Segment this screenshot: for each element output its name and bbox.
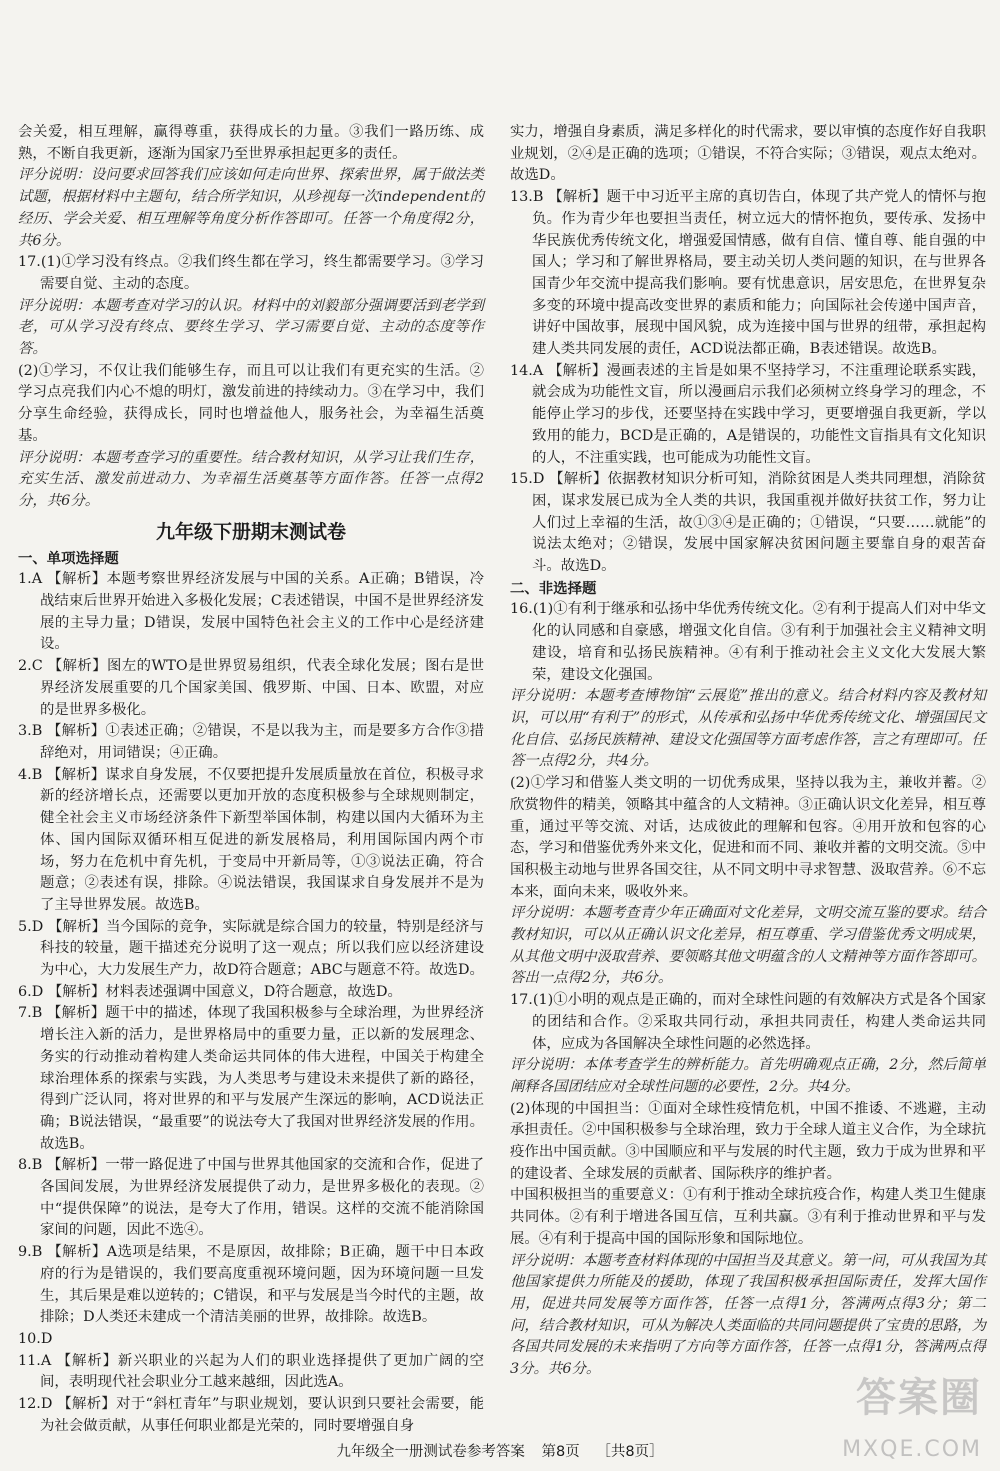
answer-item: 5.D 【解析】当今国际的竞争，实际就是综合国力的较量，特别是经济与科技的较量，题干描述充分说明了这一观点；所以我们应以经济建设为中心，大力发展生产力，故D符合题意；ABC与题意不符。故选D。 (18, 918, 484, 979)
watermark-site: MXQE.COM (842, 1437, 982, 1462)
answer-item: 8.B 【解析】一带一路促进了中国与世界其他国家的交流和合作，促进了各国间发展，为世界经济发展提供了动力，是世界多极化的表现。②中“提供保障”的说法，是夸大了作用，错误。这样的交流不能消除国家间的问题，因此不选④。 (18, 1157, 484, 1239)
answer-17-3: 中国积极担当的重要意义：①有利于推动全球抗疫合作，构建人类卫生健康共同体。②有利于增进各国互信，互利共赢。③有利于推动世界和平与发展。④有利于提高中国的国际形象和国际地位。 (510, 1187, 986, 1247)
answer-item: 9.B 【解析】A选项是结果，不是原因，故排除；B正确，题干中日本政府的行为是错误的，我们要高度重视环境问题，因为环境问题一旦发生，其后果是难以逆转的；C错误，和平与发展是当今时代的主题，故排除；D人类还未建成一个清洁美丽的世界，故排除。故选B。 (18, 1244, 484, 1326)
footer-page-total: ［共8页］ (596, 1444, 664, 1460)
answer-item: 1.A 【解析】本题考察世界经济发展与中国的关系。A正确；B错误，冷战结束后世界开始进入多极化发展；C表述错误，中国不是世界经济发展的主导力量；D错误，发展中国特色社会主义的工作中心是经济建设。 (18, 571, 484, 653)
scoring-note: 评分说明：本题考查青少年正确面对文化差异，文明交流互鉴的要求。结合教材知识，可以从正确认识文化差异，相互尊重、学习借鉴优秀文明成果，从其他文明中汲取营养、要领略其他文明蕴含的人文精神等方面作答即可。答出一点得2分，共6分。 (510, 905, 986, 987)
answer-16-1: 16.(1)①有利于继承和弘扬中华优秀传统文化。②有利于提高人们对中华文化的认同感和自豪感，增强文化自信。③有利于加强社会主义精神文明建设，培育和弘扬民族精神。④有利于推动社会主义文化大发展大繁荣，建设文化强国。 (510, 601, 986, 683)
paragraph: 会关爱，相互理解，赢得尊重，获得成长的力量。③我们一路历练、成熟，不断自我更新，逐渐为国家乃至世界承担起更多的责任。 (18, 124, 484, 162)
answer-item: 15.D 【解析】依据教材知识分析可知，消除贫困是人类共同理想，消除贫困，谋求发展已成为全人类的共识，我国重视并做好扶贫工作，努力让人们过上幸福的生活，故①③④是正确的；①错误，“只要……就能”的说法太绝对；②错误，发展中国家解决贫困问题主要靠自身的艰苦奋斗。故选D。 (510, 471, 986, 575)
answer-17-2: (2)①学习，不仅让我们能够生存，而且可以让我们有更充实的生活。②学习点亮我们内心不熄的明灯，激发前进的持续动力。③在学习中，我们分享生命经验，获得成长，同时也增益他人，服务社会，为幸福生活奠基。 (18, 362, 484, 444)
answer-item: 4.B 【解析】谋求自身发展，不仅要把提升发展质量放在首位，积极寻求新的经济增长点，还需要以更加开放的态度积极参与全球规则制定，健全社会主义市场经济条件下新型举国体制，构建以国内大循环为主体、国内国际双循环相互促进的新发展格局，利用国际国内两个市场，努力在危机中育先机，于变局中开新局等，①③说法正确，符合题意；②表述有误，排除。④说法错误，我国谋求自身发展并不是为了主导世界发展。故选B。 (18, 766, 484, 913)
answer-item: 7.B 【解析】题干中的描述，体现了我国积极参与全球治理，为世界经济增长注入新的活力，是世界格局中的重要力量，正以新的发展理念、务实的行动推动着构建人类命运共同体的伟大进程，中国关于构建全球治理体系的探索与实践，为人类思考与建设未来提供了新的路径，得到广泛认同，将对世界的和平与发展产生深远的影响，ACD说法正确；B说法错误，“最重要”的说法夸大了我国对世界经济发展的作用。故选B。 (18, 1005, 484, 1152)
section-heading: 二、非选择题 (510, 579, 597, 597)
answer-item: 3.B 【解析】①表述正确；②错误，不是以我为主，而是要多方合作③措辞绝对，用词错误；④正确。 (18, 723, 484, 761)
scoring-note: 评分说明：本题考查学习的重要性。结合教材知识，从学习让我们生存，充实生活、激发前进动力、为幸福生活奠基等方面作答。任答一点得2分，共6分。 (18, 449, 484, 509)
watermark-logo: 答案圈 (856, 1375, 982, 1421)
answer-item: 2.C 【解析】图左的WTO是世界贸易组织，代表全球化发展；图右是世界经济发展重要的几个国家美国、俄罗斯、中国、日本、欧盟，对应的是世界多极化。 (18, 658, 484, 718)
answer-item: 10.D (18, 1330, 53, 1347)
scoring-note: 评分说明：本题考查材料体现的中国担当及其意义。第一问，可从我国为其他国家提供力所能及的援助，体现了我国积极承担国际责任，发挥大国作用，促进共同发展等方面作答，任答一点得1分，答满两点得3分；第二问，结合教材知识，可从为解决人类面临的共同问题提供了宝贵的思路，为各国共同发展的未来指明了方向等方面作答，任答一点得1分，答满两点得3分。共6分。 (510, 1252, 986, 1378)
scoring-note: 评分说明：本题考查对学习的认识。材料中的刘毅部分强调要活到老学到老，可从学习没有终点、要终生学习、学习需要自觉、主动的态度等作答。 (18, 297, 484, 358)
answer-17-2: (2)体现的中国担当：①面对全球性疫情危机，中国不推诿、不逃避，主动承担责任。②中国积极参与全球治理，致力于全球人道主义合作，为全球抗疫作出中国贡献。③中国顺应和平与发展的时代主题，致力于成为世界和平的建设者、全球发展的贡献者、国际秩序的维护者。 (510, 1100, 986, 1182)
right-column (510, 122, 986, 1381)
scoring-note: 评分说明：本体考查学生的辨析能力。首先明确观点正确，2分，然后简单阐释各国团结应对全球性问题的必要性，2分。共4分。 (510, 1057, 986, 1095)
answer-17-1: 17.(1)①小明的观点是正确的，而对全球性问题的有效解决方式是各个国家的团结和合作。②采取共同行动，承担共同责任，构建人类命运共同体，应成为各国解决全球性问题的必然选择。 (510, 992, 986, 1052)
exam-title: 九年级下册期末测试卷 (155, 520, 346, 543)
paragraph: 实力，增强自身素质，满足多样化的时代需求，要以审慎的态度作好自我职业规划，②④是正确的选项；①错误，不符合实际；③错误，观点太绝对。故选D。 (510, 124, 986, 184)
section-heading: 一、单项选择题 (18, 549, 119, 567)
answer-16-2: (2)①学习和借鉴人类文明的一切优秀成果，坚持以我为主，兼收并蓄。②欣赏物件的精美，领略其中蕴含的人文精神。③正确认识文化差异，相互尊重，通过平等交流、对话，达成彼此的理解和包容。④用开放和包容的心态，学习和借鉴优秀外来文化，促进和而不同、兼收并蓄的文明交流。⑤中国积极主动地与世界各国交往，从不同文明中寻求智慧、汲取营养。⑥不忘本来，面向未来，吸收外来。 (510, 775, 986, 900)
answer-item: 12.D 【解析】对于“斜杠青年”与职业规划，要认识到只要社会需要，能为社会做贡献，从事任何职业都是光荣的，同时要增强自身 (18, 1396, 484, 1434)
scoring-note: 评分说明：设问要求回答我们应该如何走向世界、探索世界，属于做法类试题，根据材料中主题句，结合所学知识，从珍视每一次independent的经历、学会关爱、相互理解等角度分析作答即可。任答一个角度得2分，共6分。 (18, 167, 484, 249)
answer-item: 11.A 【解析】新兴职业的兴起为人们的职业选择提供了更加广阔的空间，表明现代社会职业分工越来越细，因此选A。 (18, 1352, 484, 1391)
answer-item: 14.A 【解析】漫画表述的主旨是如果不坚持学习，不注重理论联系实践，就会成为功能性文盲，所以漫画启示我们必须树立终身学习的理念，不能停止学习的步伐，还要坚持在实践中学习，更要增强自我更新，学以致用的能力，BCD是正确的，A是错误的，功能性文盲指具有文化知识的人，不注重实践，也可能成为功能性文盲。 (510, 362, 986, 466)
scoring-note: 评分说明：本题考查博物馆“云展览”推出的意义。结合材料内容及教材知识，可以用“有利于”的形式，从传承和弘扬中华优秀传统文化、增强国民文化自信、弘扬民族精神、建设文化强国等方面考虑作答，言之有理即可。任答一点得2分，共4分。 (510, 688, 986, 770)
left-column (18, 122, 484, 1437)
answer-17-1: 17.(1)①学习没有终点。②我们终生都在学习，终生都需要学习。③学习需要自觉、主动的态度。 (18, 254, 484, 292)
answer-item: 13.B 【解析】题干中习近平主席的真切告白，体现了共产党人的情怀与抱负。作为青少年也要担当责任，树立远大的情怀抱负，要传承、发扬中华民族优秀传统文化，增强爱国情感，做有自信、懂自尊、能自强的中国人；学习和了解世界格局，要主动关切人类问题的知识，在与世界各国青少年交流中提高我们影响。要有忧患意识，居安思危，在世界复杂多变的环境中提高改变世界的素质和能力；向国际社会传递中国声音，讲好中国故事，展现中国风貌，成为连接中国与世界的纽带，承担起构建人类共同发展的责任，ACD说法都正确，B表述错误。故选B。 (510, 189, 986, 358)
answer-item: 6.D 【解析】材料表述强调中国意义，D符合题意，故选D。 (18, 983, 402, 1000)
footer-page-number: 第8页 (541, 1444, 580, 1460)
footer-book-title: 九年级全一册测试卷参考答案 (336, 1444, 525, 1460)
site-watermark (792, 1366, 982, 1462)
